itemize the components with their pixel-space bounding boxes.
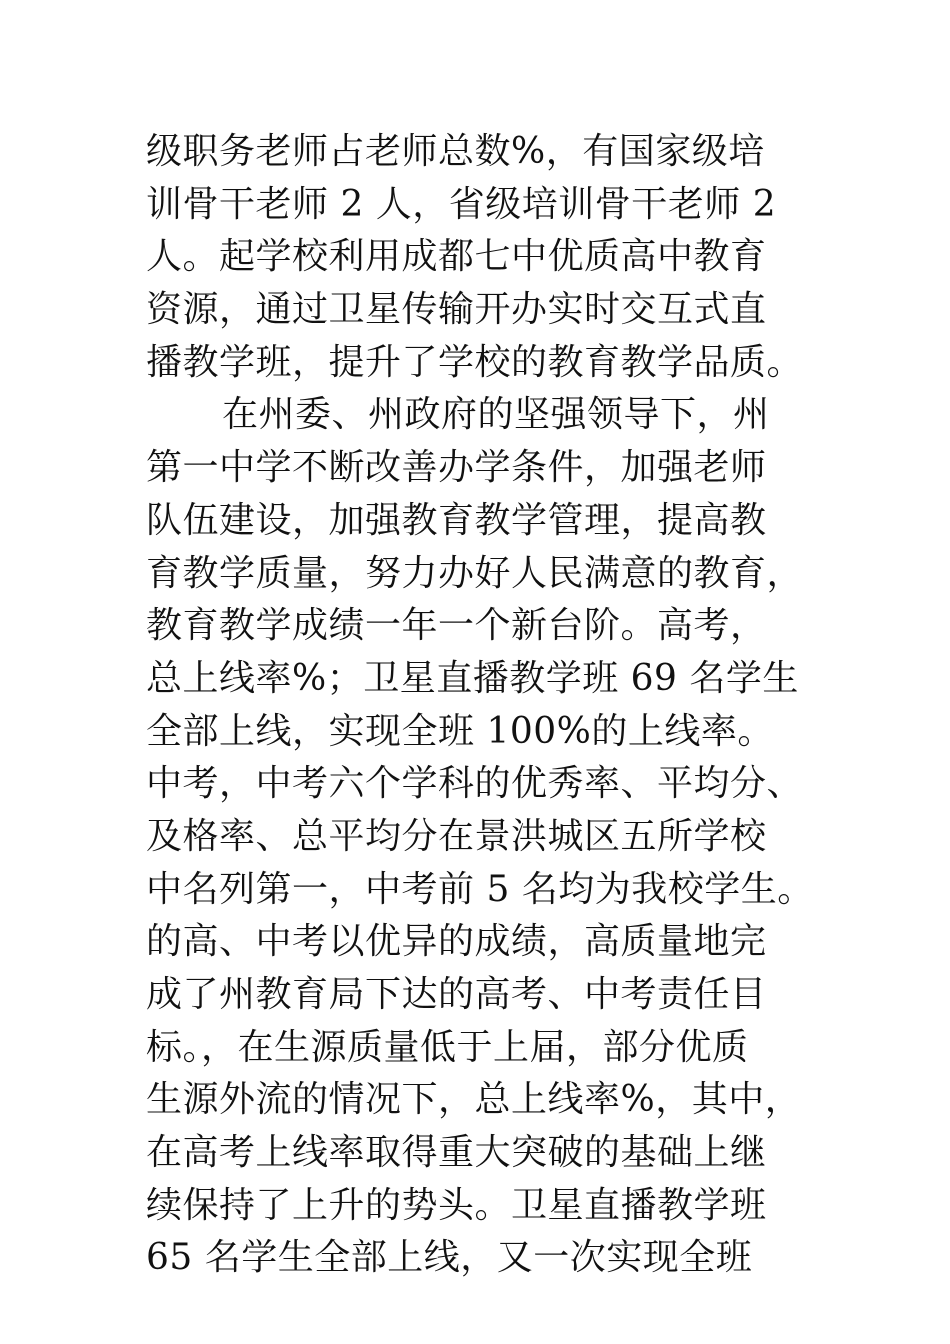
text-line: 育教学质量，努力办好人民满意的教育， [146,552,804,594]
text-line: 资源，通过卫星传输开办实时交互式直 [146,289,767,331]
text-line: 标。，在生源质量低于上届，部分优质 [146,1026,749,1068]
text-line: 生源外流的情况下，总上线率%，其中， [146,1079,802,1121]
text-line: 中考，中考六个学科的优秀率、平均分、 [146,763,804,805]
text-line: 的高、中考以优异的成绩，高质量地完 [146,921,767,963]
text-line: 续保持了上升的势头。卫星直播教学班 [146,1184,767,1226]
text-line: 人。起学校利用成都七中优质高中教育 [146,236,767,278]
text-line: 成了州教育局下达的高考、中考责任目 [146,974,767,1015]
body-text [146,126,826,1285]
text-line: 及格率、总平均分在景洪城区五所学校 [146,815,767,857]
text-line: 播教学班，提升了学校的教育教学品质。 [146,341,804,383]
text-line: 在高考上线率取得重大突破的基础上继 [146,1132,767,1174]
text-line: 全部上线，实现全班 100%的上线率。 [146,710,774,752]
text-line: 第一中学不断改善办学条件，加强老师 [146,447,767,489]
paragraph-start-line: 在州委、州政府的坚强领导下，州 [222,394,770,436]
text-line: 教育教学成绩一年一个新台阶。高考， [146,605,767,647]
text-line: 队伍建设，加强教育教学管理，提高教 [146,499,767,541]
text-line: 中名列第一，中考前 5 名均为我校学生。 [146,868,814,910]
text-line: 总上线率%；卫星直播教学班 69 名学生 [146,657,799,699]
text-line: 65 名学生全部上线，又一次实现全班 [146,1237,753,1279]
text-line: 级职务老师占老师总数%，有国家级培 [146,131,765,172]
text-line: 训骨干老师 2 人，省级培训骨干老师 2 [146,183,777,225]
